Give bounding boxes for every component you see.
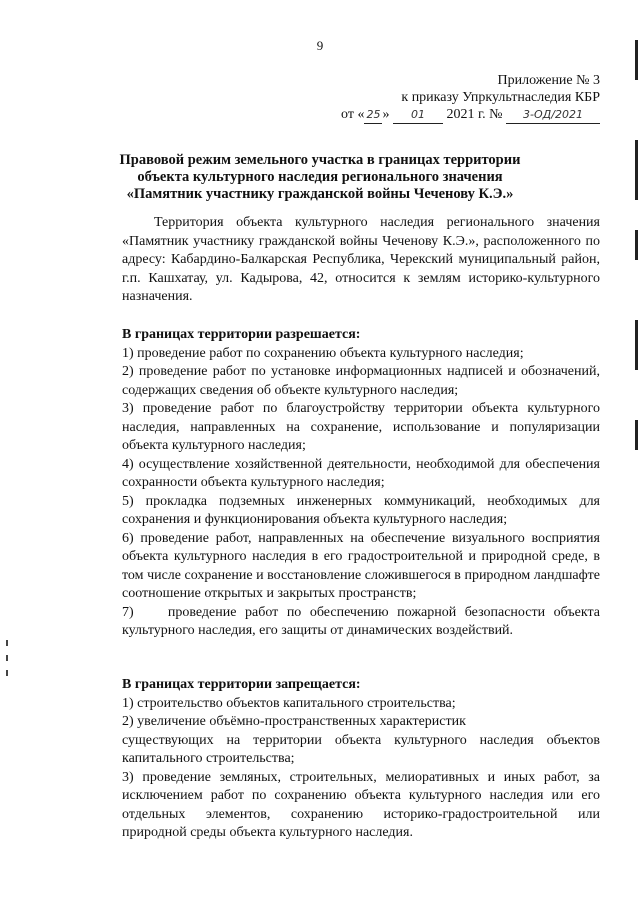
intro-text: Территория объекта культурного наследия регионального значения «Памятник участнику гражданской войны Чеченову К.Э.», расположенного по адресу: Кабардино-Балкарская Республика, Черекский муниципальный район, г.п. Кашхатау, ул. Кадырова, 42, относится к землям историко-культурного назначения. — [122, 215, 600, 304]
allowed-heading: В границах территории разрешается: — [122, 327, 361, 342]
allowed-item: 1) проведение работ по сохранению объекта культурного наследия; — [122, 345, 524, 361]
date-year: 2021 г. № — [446, 107, 503, 122]
scan-mark — [635, 40, 638, 80]
order-number: 3-ОД/2021 — [506, 106, 600, 124]
intro-paragraph — [122, 214, 600, 307]
appendix-header — [341, 72, 600, 124]
forbidden-heading: В границах территории запрещается: — [122, 677, 361, 692]
appendix-date-line — [341, 106, 600, 124]
document-title — [80, 152, 560, 203]
title-line-1: Правовой режим земельного участка в границах территории — [119, 152, 521, 168]
title-line-3: «Памятник участнику гражданской войны Чеченову К.Э.» — [126, 186, 514, 202]
allowed-item: 3) проведение работ по благоустройству территории объекта культурного наследия, направленных на сохранение, использование и популяризации объекта культурного наследия; — [122, 401, 600, 453]
scan-edge-marks — [630, 0, 640, 905]
forbidden-item: 1) строительство объектов капитального строительства; — [122, 695, 456, 711]
forbidden-item: 3) проведение земляных, строительных, мелиоративных и иных работ, за исключением работ по сохранению объекта культурного наследия или его отдельных элементов, сохранению историко-градостроительной или природной среды объекта культурного наследия. — [122, 769, 600, 840]
allowed-section — [122, 326, 604, 641]
date-prefix: от « — [341, 107, 365, 122]
page-number: 9 — [316, 38, 324, 53]
forbidden-item: 2) увеличение объёмно-пространственных характеристик — [122, 714, 466, 729]
allowed-item: 2) проведение работ по установке информационных надписей и обозначений, содержащих сведения об объекте культурного наследия; — [122, 364, 600, 398]
title-line-2: объекта культурного наследия регионального значения — [137, 169, 503, 185]
scan-mark — [635, 320, 638, 370]
allowed-item: 7) проведение работ по обеспечению пожарной безопасности объекта культурного наследия, его защиты от динамических воздействий. — [122, 604, 604, 638]
forbidden-section — [122, 676, 600, 843]
appendix-title: Приложение № 3 — [497, 73, 600, 88]
appendix-order-ref: к приказу Упркультнаследия КБР — [401, 90, 600, 105]
date-day: 25 — [364, 106, 382, 124]
scan-mark — [635, 230, 638, 260]
allowed-item: 6) проведение работ, направленных на обеспечение визуального восприятия объекта культурного наследия в его градостроительной и природной среде, в том числе сохранение и восстановление сложившегося в природном ландшафте соотношение открытых и закрытых пространств; — [122, 530, 600, 601]
scan-mark — [6, 640, 8, 646]
scan-mark — [6, 655, 8, 661]
scan-mark — [635, 420, 638, 450]
allowed-item: 5) прокладка подземных инженерных коммуникаций, необходимых для сохранения и функционирования объекта культурного наследия; — [122, 493, 600, 527]
allowed-item: 4) осуществление хозяйственной деятельности, необходимой для обеспечения сохранности объекта культурного наследия; — [122, 456, 600, 490]
date-mid: » — [382, 107, 390, 122]
scan-mark — [635, 140, 638, 200]
scan-mark — [6, 670, 8, 676]
date-month: 01 — [393, 106, 443, 124]
forbidden-item: существующих на территории объекта культурного наследия объектов капитального строительства; — [122, 732, 600, 766]
